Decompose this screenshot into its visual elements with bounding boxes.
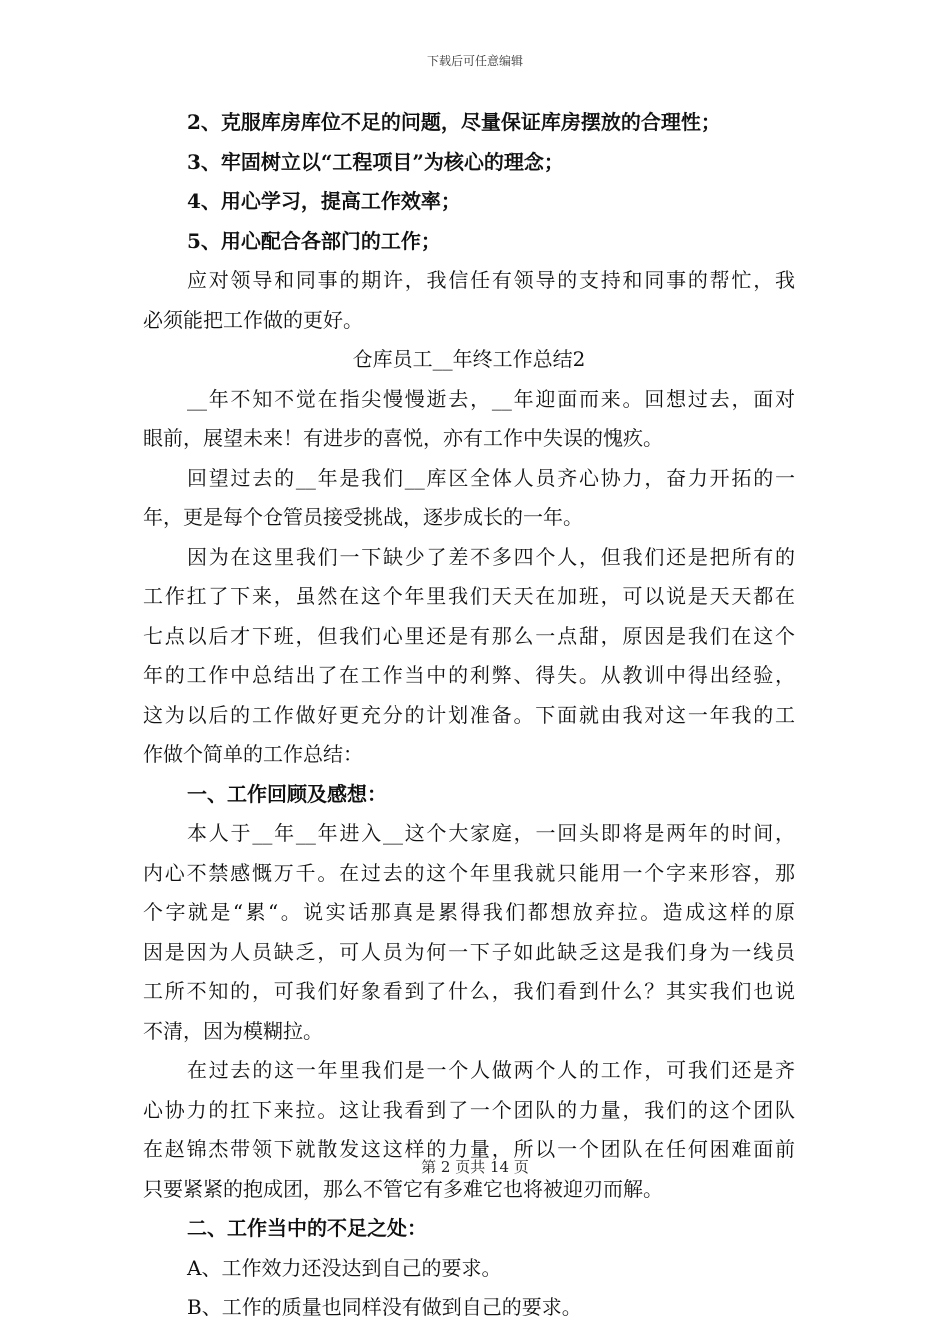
text-line: 一、工作回顾及感想： <box>187 781 387 806</box>
text-line: 在赵锦杰带领下就散发这这样的力量，所以一个团队在任何困难面前 <box>143 1137 795 1161</box>
page-header: 下载后可任意编辑 <box>426 54 523 68</box>
text-line: 年的工作中总结出了在工作当中的利弊、得失。从教训中得出经验， <box>143 663 795 687</box>
text-line: 工作扛了下来，虽然在这个年里我们天天在加班，可以说是天天都在 <box>143 584 795 608</box>
text-line: 3、牢固树立以“工程项目”为核心的理念； <box>187 149 564 174</box>
text-line: 因为在这里我们一下缺少了差不多四个人，但我们还是把所有的 <box>187 544 795 569</box>
text-line: 因是因为人员缺乏，可人员为何一下子如此缺乏这是我们身为一线员 <box>143 939 795 964</box>
section-title: 仓库员工__年终工作总结2 <box>352 347 586 371</box>
document-body <box>143 103 795 1328</box>
text-line: A、工作效力还没达到自己的要求。 <box>187 1255 502 1280</box>
text-line: 二、工作当中的不足之处： <box>187 1216 427 1240</box>
text-line: 工所不知的，可我们好象看到了什么，我们看到什么？其实我们也说 <box>143 979 795 1003</box>
text-line: 4、用心学习，提高工作效率； <box>187 189 461 213</box>
text-line: __年不知不觉在指尖慢慢逝去，__年迎面而来。回想过去，面对 <box>187 386 795 411</box>
text-line: 在过去的这一年里我们是一个人做两个人的工作，可我们还是齐 <box>187 1058 795 1082</box>
text-line: 这为以后的工作做好更充分的计划准备。下面就由我对这一年我的工 <box>143 702 795 727</box>
text-line: 2、克服库房库位不足的问题，尽量保证库房摆放的合理性； <box>187 110 721 134</box>
text-line: 本人于__年__年进入__这个大家庭，一回头即将是两年的时间， <box>187 821 795 845</box>
text-line: 年，更是每个仓管员接受挑战，逐步成长的一年。 <box>143 505 583 529</box>
text-line: 回望过去的__年是我们__库区全体人员齐心协力，奋力开拓的一 <box>187 465 795 490</box>
text-line: 5、用心配合各部门的工作； <box>187 228 441 253</box>
text-line: 应对领导和同事的期许，我信任有领导的支持和同事的帮忙，我 <box>187 268 795 292</box>
text-line: 作做个简单的工作总结： <box>143 742 363 766</box>
text-line: 个字就是“累“。说实话那真是累得我们都想放弃拉。造成这样的原 <box>143 900 795 924</box>
page-number: 第 2 页共 14 页 <box>421 1158 529 1176</box>
text-line: 必须能把工作做的更好。 <box>143 307 363 332</box>
text-line: 不清，因为模糊拉。 <box>143 1018 323 1043</box>
text-line: 只要紧紧的抱成团，那么不管它有多难它也将被迎刃而解。 <box>143 1176 663 1201</box>
text-line: 心协力的扛下来拉。这让我看到了一个团队的力量，我们的这个团队 <box>143 1097 795 1122</box>
text-line: 七点以后才下班，但我们心里还是有那么一点甜，原因是我们在这个 <box>143 623 795 648</box>
text-line: 眼前，展望未来！有进步的喜悦，亦有工作中失误的愧疚。 <box>143 426 663 450</box>
text-line: 内心不禁感慨万千。在过去的这个年里我就只能用一个字来形容，那 <box>143 860 795 885</box>
text-line: B、工作的质量也同样没有做到自己的要求。 <box>187 1295 582 1319</box>
